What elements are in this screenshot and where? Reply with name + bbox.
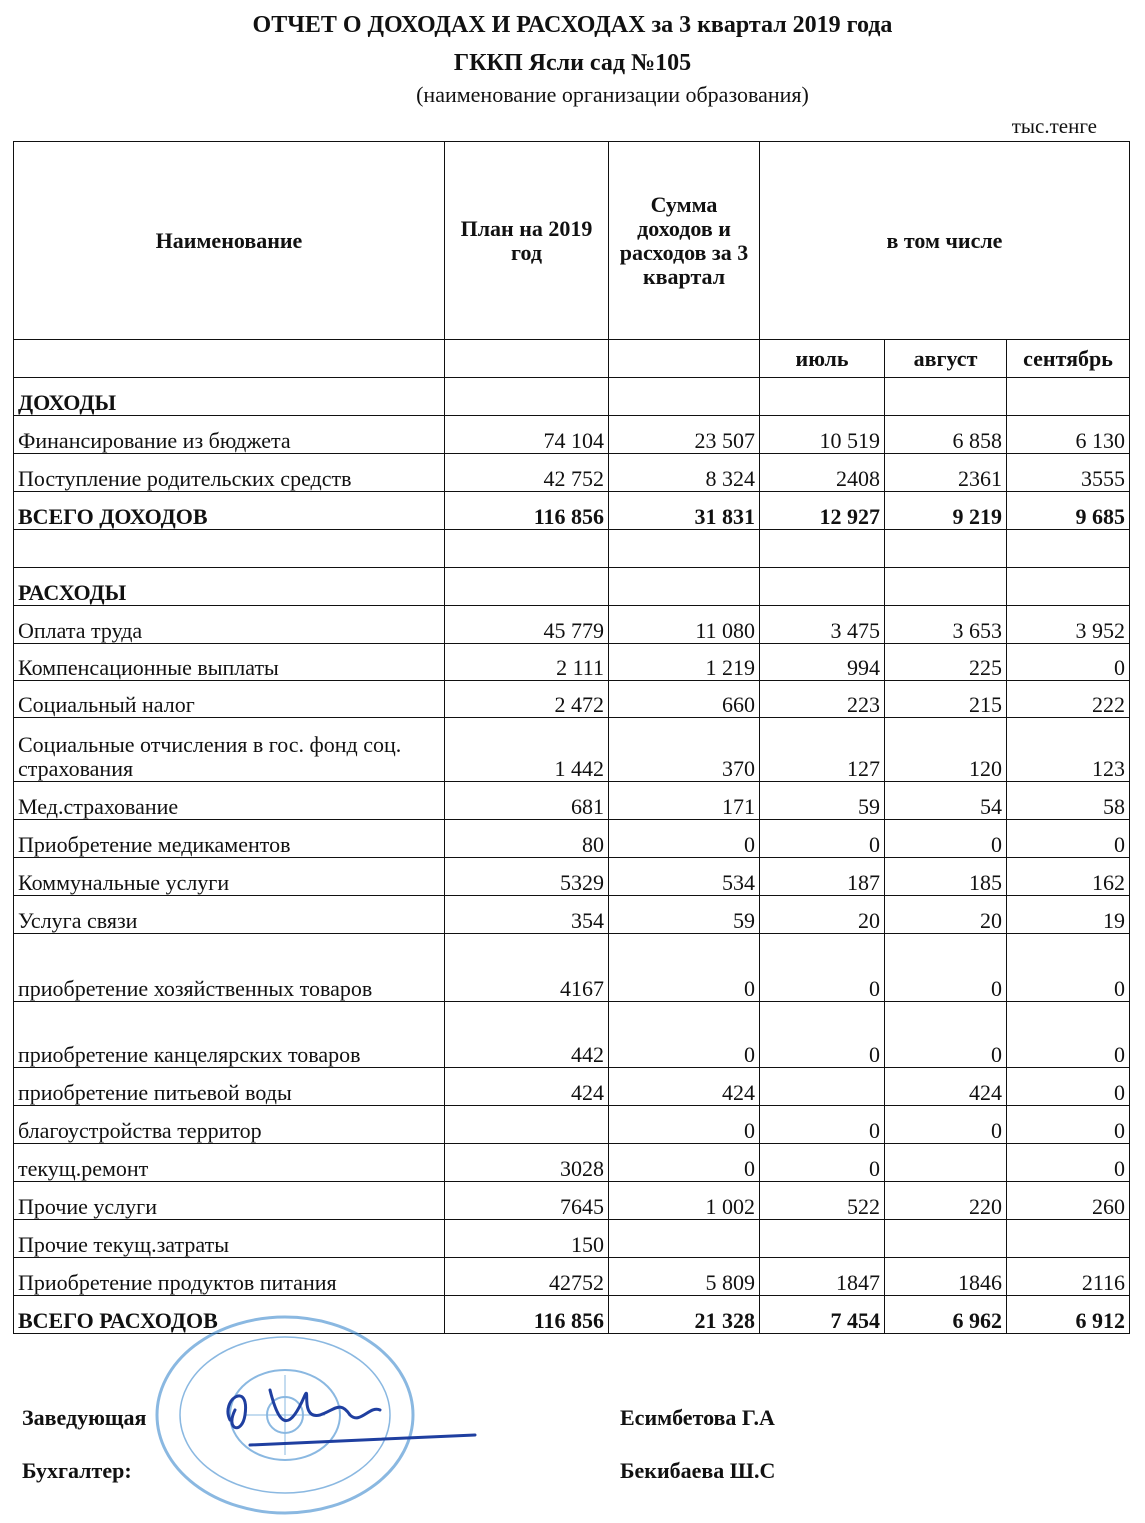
row-name: Приобретение продуктов питания [14,1258,445,1296]
cell-sum: 660 [609,681,760,718]
table-row [14,454,1130,492]
cell-august: 3 653 [885,606,1007,644]
table-row [14,1220,1130,1258]
cell-plan: 2 472 [445,681,609,718]
cell-plan: 80 [445,820,609,858]
cell-september: 123 [1007,718,1130,782]
cell-september: 0 [1007,1144,1130,1182]
total-row [14,492,1130,530]
row-name: РАСХОДЫ [14,568,445,606]
header-empty-2 [445,340,609,378]
cell-sum: 5 809 [609,1258,760,1296]
row-name: Коммунальные услуги [14,858,445,896]
cell-sum: 424 [609,1068,760,1106]
cell-september: 0 [1007,934,1130,1002]
cell-september: 3 952 [1007,606,1130,644]
table-row [14,858,1130,896]
cell-july [760,1220,885,1258]
cell-july: 1847 [760,1258,885,1296]
table-row [14,644,1130,681]
cell-july: 3 475 [760,606,885,644]
cell-august: 0 [885,1002,1007,1068]
row-name: Социальный налог [14,681,445,718]
units-label: тыс.тенге [1011,114,1097,138]
cell-august [885,1144,1007,1182]
cell-sum: 31 831 [609,492,760,530]
cell-september: 2116 [1007,1258,1130,1296]
row-name: Социальные отчисления в гос. фонд соц. страхования [14,718,445,782]
cell-july: 7 454 [760,1296,885,1334]
row-name [14,530,445,568]
cell-august [885,568,1007,606]
cell-july [760,1068,885,1106]
cell-plan: 4167 [445,934,609,1002]
cell-sum: 8 324 [609,454,760,492]
cell-plan: 2 111 [445,644,609,681]
row-name: приобретение питьевой воды [14,1068,445,1106]
cell-august: 120 [885,718,1007,782]
cell-august: 185 [885,858,1007,896]
cell-september [1007,1220,1130,1258]
cell-september: 162 [1007,858,1130,896]
cell-july: 2408 [760,454,885,492]
table-row [14,1002,1130,1068]
cell-plan: 45 779 [445,606,609,644]
row-name: Мед.страхование [14,782,445,820]
table-row [14,1106,1130,1144]
cell-sum [609,378,760,416]
cell-september: 222 [1007,681,1130,718]
row-name: Прочие услуги [14,1182,445,1220]
cell-plan: 150 [445,1220,609,1258]
cell-sum [609,1220,760,1258]
cell-july: 0 [760,934,885,1002]
table-row [14,530,1130,568]
row-name: Услуга связи [14,896,445,934]
row-name: Прочие текущ.затраты [14,1220,445,1258]
cell-plan: 3028 [445,1144,609,1182]
signature-image [210,1360,480,1460]
header-name: Наименование [14,142,445,340]
cell-july: 20 [760,896,885,934]
cell-sum [609,568,760,606]
cell-september: 58 [1007,782,1130,820]
cell-august: 225 [885,644,1007,681]
row-name: Поступление родительских средств [14,454,445,492]
cell-july: 522 [760,1182,885,1220]
cell-july: 0 [760,1106,885,1144]
cell-plan: 424 [445,1068,609,1106]
stamp-image [150,1310,420,1520]
cell-sum: 21 328 [609,1296,760,1334]
table-row [14,782,1130,820]
cell-july [760,530,885,568]
row-name: текущ.ремонт [14,1144,445,1182]
cell-sum: 23 507 [609,416,760,454]
header-empty-3 [609,340,760,378]
cell-september [1007,378,1130,416]
cell-september: 6 130 [1007,416,1130,454]
section-row [14,378,1130,416]
cell-august: 20 [885,896,1007,934]
header-including: в том числе [760,142,1130,340]
cell-sum: 0 [609,1106,760,1144]
row-name: ДОХОДЫ [14,378,445,416]
table-row [14,1182,1130,1220]
row-name: Оплата труда [14,606,445,644]
cell-august: 424 [885,1068,1007,1106]
cell-august: 0 [885,934,1007,1002]
cell-plan: 74 104 [445,416,609,454]
cell-july: 994 [760,644,885,681]
header-row [14,142,1130,340]
cell-plan: 442 [445,1002,609,1068]
head-label: Заведующая [22,1405,147,1430]
cell-july [760,378,885,416]
row-name: приобретение хозяйственных товаров [14,934,445,1002]
cell-sum: 59 [609,896,760,934]
cell-plan: 116 856 [445,1296,609,1334]
report-table [13,141,1130,1334]
cell-sum: 171 [609,782,760,820]
cell-plan: 116 856 [445,492,609,530]
cell-august [885,378,1007,416]
cell-september: 3555 [1007,454,1130,492]
cell-july: 0 [760,820,885,858]
cell-sum: 11 080 [609,606,760,644]
cell-august [885,1220,1007,1258]
cell-august: 215 [885,681,1007,718]
cell-plan [445,568,609,606]
table-row [14,416,1130,454]
cell-september: 0 [1007,1002,1130,1068]
organization-name: ГККП Ясли сад №105 [453,50,692,76]
header-sum: Сумма доходов и расходов за 3 квартал [609,142,760,340]
cell-july: 127 [760,718,885,782]
cell-september: 0 [1007,820,1130,858]
table-row [14,1258,1130,1296]
cell-september: 260 [1007,1182,1130,1220]
report-title: ОТЧЕТ О ДОХОДАХ И РАСХОДАХ за 3 квартал 2019 года [252,12,893,38]
cell-plan [445,1106,609,1144]
cell-august: 0 [885,820,1007,858]
cell-plan: 42752 [445,1258,609,1296]
header-empty-1 [14,340,445,378]
accountant-label: Бухгалтер: [22,1458,132,1483]
cell-july: 223 [760,681,885,718]
cell-plan [445,530,609,568]
cell-september: 9 685 [1007,492,1130,530]
cell-sum: 1 219 [609,644,760,681]
table-row [14,718,1130,782]
table-row [14,820,1130,858]
cell-sum: 0 [609,820,760,858]
section-row [14,568,1130,606]
table-row [14,1144,1130,1182]
cell-august: 6 962 [885,1296,1007,1334]
cell-august: 9 219 [885,492,1007,530]
cell-august: 220 [885,1182,1007,1220]
table-row [14,681,1130,718]
cell-plan [445,378,609,416]
head-name: Есимбетова Г.А [620,1405,775,1430]
cell-plan: 354 [445,896,609,934]
cell-august: 0 [885,1106,1007,1144]
cell-july: 12 927 [760,492,885,530]
cell-plan: 5329 [445,858,609,896]
cell-july [760,568,885,606]
cell-august: 6 858 [885,416,1007,454]
cell-september [1007,568,1130,606]
cell-september: 0 [1007,644,1130,681]
cell-august: 54 [885,782,1007,820]
row-name: Приобретение медикаментов [14,820,445,858]
cell-august: 2361 [885,454,1007,492]
cell-sum: 370 [609,718,760,782]
header-plan: План на 2019 год [445,142,609,340]
cell-august [885,530,1007,568]
organization-caption: (наименование организации образования) [416,82,809,107]
accountant-name: Бекибаева Ш.С [620,1458,776,1483]
row-name: ВСЕГО ДОХОДОВ [14,492,445,530]
table-row [14,1068,1130,1106]
header-month-september: сентябрь [1007,340,1130,378]
cell-plan: 7645 [445,1182,609,1220]
row-name: Финансирование из бюджета [14,416,445,454]
cell-sum: 534 [609,858,760,896]
cell-september: 0 [1007,1106,1130,1144]
table-row [14,934,1130,1002]
cell-plan: 42 752 [445,454,609,492]
cell-august: 1846 [885,1258,1007,1296]
total-row [14,1296,1130,1334]
cell-sum: 0 [609,1144,760,1182]
header-month-august: август [885,340,1007,378]
table-row [14,896,1130,934]
row-name: ВСЕГО РАСХОДОВ [14,1296,445,1334]
cell-plan: 681 [445,782,609,820]
cell-september: 6 912 [1007,1296,1130,1334]
cell-july: 0 [760,1002,885,1068]
cell-sum [609,530,760,568]
cell-september [1007,530,1130,568]
cell-july: 10 519 [760,416,885,454]
cell-plan: 1 442 [445,718,609,782]
cell-july: 187 [760,858,885,896]
row-name: благоустройства территор [14,1106,445,1144]
header-month-july: июль [760,340,885,378]
cell-july: 0 [760,1144,885,1182]
cell-sum: 0 [609,934,760,1002]
table-row [14,606,1130,644]
cell-sum: 1 002 [609,1182,760,1220]
cell-september: 0 [1007,1068,1130,1106]
cell-september: 19 [1007,896,1130,934]
row-name: Компенсационные выплаты [14,644,445,681]
cell-july: 59 [760,782,885,820]
months-row [14,340,1130,378]
row-name: приобретение канцелярских товаров [14,1002,445,1068]
cell-sum: 0 [609,1002,760,1068]
